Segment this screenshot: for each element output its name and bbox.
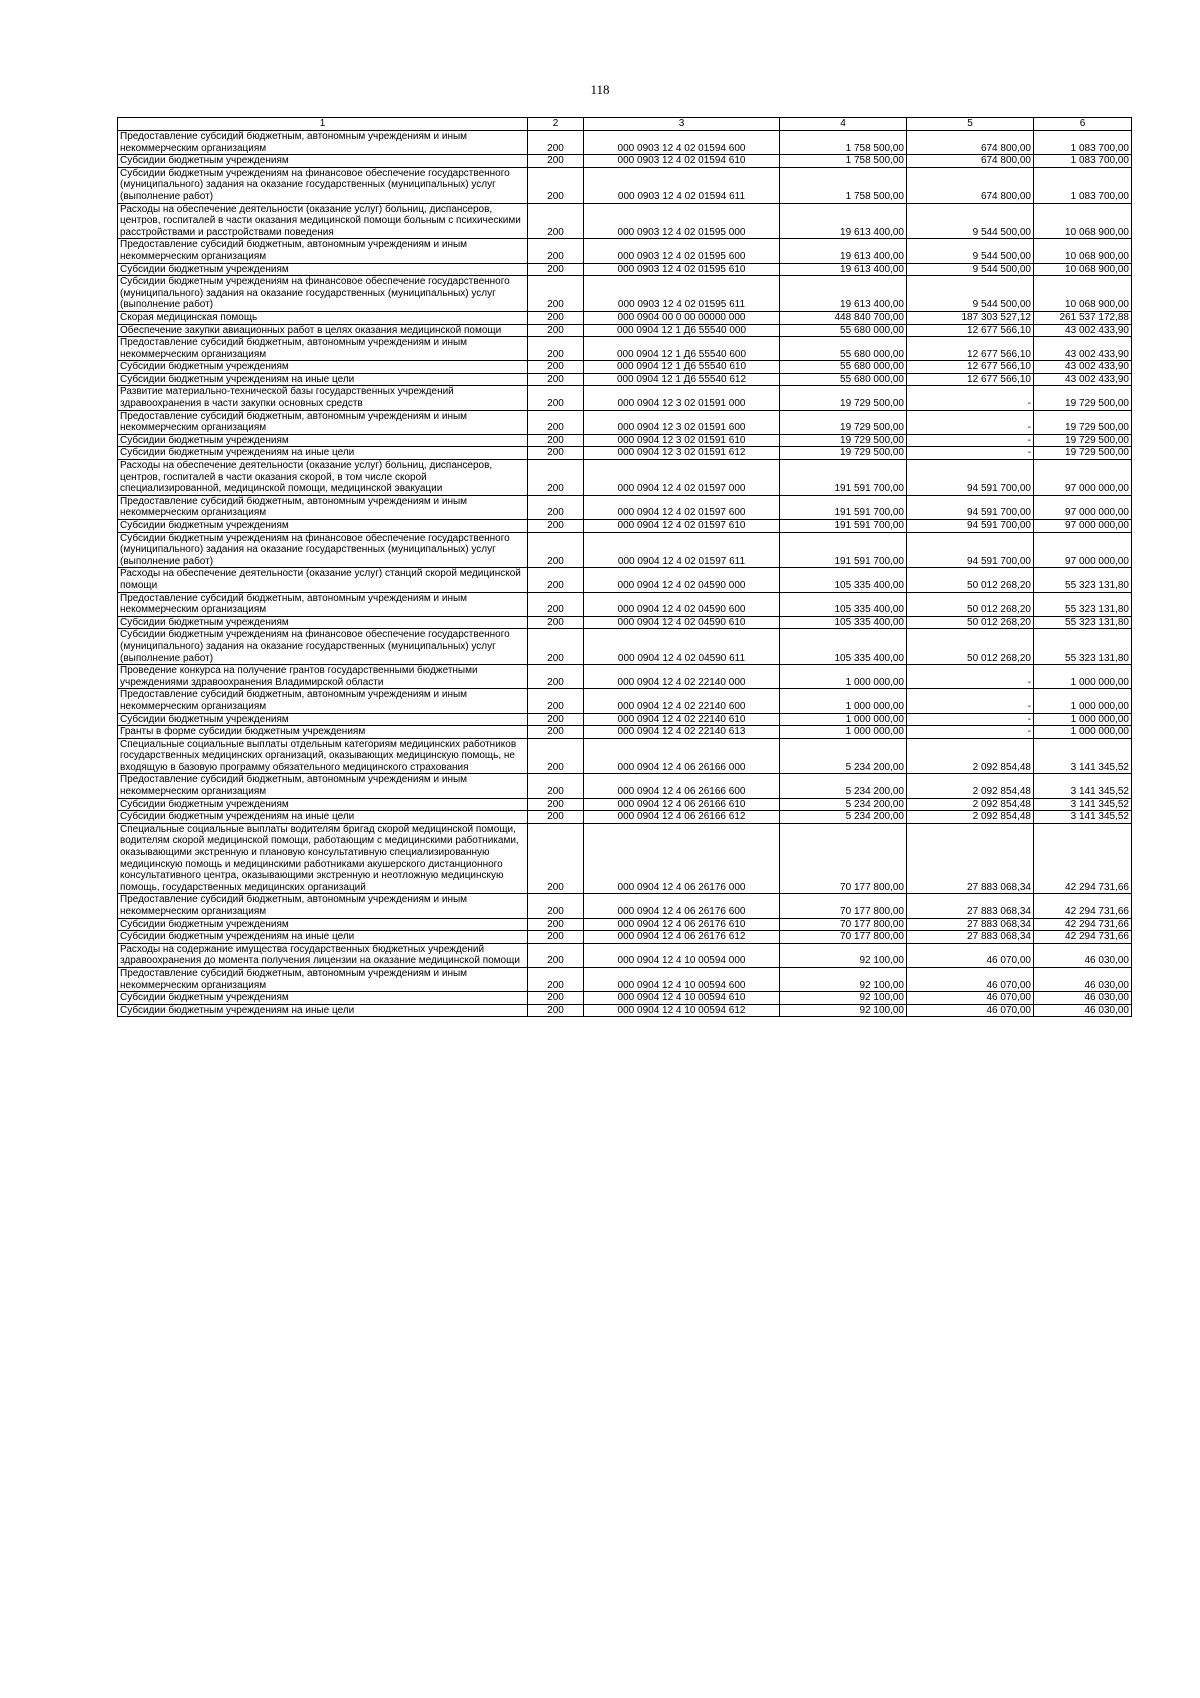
cell-name: Предоставление субсидий бюджетным, автономным учреждениям и иным некоммерческим организациям: [118, 774, 528, 798]
cell-name: Субсидии бюджетным учреждениям на финансовое обеспечение государственного (муниципального) задания на оказание государственных (муниципальных) услуг (выполнение работ): [118, 167, 528, 203]
cell-name: Субсидии бюджетным учреждениям: [118, 918, 528, 931]
cell-amount-plan: 1 758 500,00: [780, 155, 907, 168]
cell-amount-executed: 187 303 527,12: [907, 311, 1034, 324]
table-row: [118, 324, 1132, 337]
cell-amount-executed: 27 883 068,34: [907, 931, 1034, 944]
cell-amount-plan: 55 680 000,00: [780, 373, 907, 386]
cell-amount-plan: 19 613 400,00: [780, 239, 907, 263]
cell-amount-plan: 191 591 700,00: [780, 520, 907, 533]
cell-amount-executed: 94 591 700,00: [907, 460, 1034, 496]
cell-name: Предоставление субсидий бюджетным, автономным учреждениям и иным некоммерческим организациям: [118, 410, 528, 434]
cell-amount-plan: 19 729 500,00: [780, 434, 907, 447]
cell-amount-plan: 55 680 000,00: [780, 324, 907, 337]
cell-classification-code: 000 0904 12 4 06 26176 600: [584, 894, 780, 918]
cell-name: Предоставление субсидий бюджетным, автономным учреждениям и иным некоммерческим организациям: [118, 337, 528, 361]
cell-department-code: 200: [528, 239, 584, 263]
cell-classification-code: 000 0904 12 4 06 26166 000: [584, 738, 780, 774]
cell-amount-plan: 70 177 800,00: [780, 894, 907, 918]
cell-department-code: 200: [528, 337, 584, 361]
cell-amount-remaining: 97 000 000,00: [1034, 520, 1132, 533]
cell-amount-remaining: 43 002 433,90: [1034, 337, 1132, 361]
cell-amount-plan: 19 729 500,00: [780, 386, 907, 410]
cell-classification-code: 000 0904 12 3 02 01591 600: [584, 410, 780, 434]
cell-amount-remaining: 1 000 000,00: [1034, 665, 1132, 689]
cell-amount-remaining: 97 000 000,00: [1034, 460, 1132, 496]
cell-amount-remaining: 1 083 700,00: [1034, 167, 1132, 203]
cell-amount-remaining: 19 729 500,00: [1034, 410, 1132, 434]
cell-name: Субсидии бюджетным учреждениям: [118, 263, 528, 276]
cell-amount-remaining: 10 068 900,00: [1034, 263, 1132, 276]
cell-department-code: 200: [528, 689, 584, 713]
cell-amount-plan: 1 000 000,00: [780, 713, 907, 726]
cell-amount-plan: 92 100,00: [780, 1004, 907, 1017]
cell-amount-executed: 674 800,00: [907, 155, 1034, 168]
cell-amount-plan: 55 680 000,00: [780, 337, 907, 361]
cell-amount-executed: 9 544 500,00: [907, 263, 1034, 276]
cell-amount-plan: 105 335 400,00: [780, 568, 907, 592]
cell-department-code: 200: [528, 713, 584, 726]
cell-department-code: 200: [528, 167, 584, 203]
cell-amount-executed: 12 677 566,10: [907, 337, 1034, 361]
cell-classification-code: 000 0903 12 4 02 01595 611: [584, 276, 780, 312]
cell-classification-code: 000 0904 12 4 06 26176 612: [584, 931, 780, 944]
cell-amount-remaining: 42 294 731,66: [1034, 823, 1132, 894]
cell-amount-remaining: 42 294 731,66: [1034, 894, 1132, 918]
cell-amount-plan: 5 234 200,00: [780, 774, 907, 798]
cell-department-code: 200: [528, 823, 584, 894]
table-row: [118, 520, 1132, 533]
cell-amount-plan: 19 613 400,00: [780, 263, 907, 276]
cell-amount-plan: 5 234 200,00: [780, 738, 907, 774]
cell-amount-executed: 674 800,00: [907, 131, 1034, 155]
cell-classification-code: 000 0904 12 3 02 01591 612: [584, 447, 780, 460]
column-header-6: 6: [1034, 118, 1132, 131]
cell-amount-executed: 94 591 700,00: [907, 520, 1034, 533]
cell-department-code: 200: [528, 386, 584, 410]
cell-department-code: 200: [528, 665, 584, 689]
table-row: [118, 568, 1132, 592]
cell-amount-plan: 1 758 500,00: [780, 167, 907, 203]
cell-amount-plan: 191 591 700,00: [780, 460, 907, 496]
column-header-4: 4: [780, 118, 907, 131]
table-row: [118, 337, 1132, 361]
cell-department-code: 200: [528, 774, 584, 798]
cell-name: Субсидии бюджетным учреждениям: [118, 155, 528, 168]
cell-amount-executed: 50 012 268,20: [907, 629, 1034, 665]
cell-name: Предоставление субсидий бюджетным, автономным учреждениям и иным некоммерческим организациям: [118, 131, 528, 155]
cell-classification-code: 000 0904 12 4 10 00594 610: [584, 992, 780, 1005]
cell-amount-remaining: 3 141 345,52: [1034, 774, 1132, 798]
cell-department-code: 200: [528, 373, 584, 386]
cell-name: Обеспечение закупки авиационных работ в целях оказания медицинской помощи: [118, 324, 528, 337]
table-row: [118, 131, 1132, 155]
cell-classification-code: 000 0904 12 4 02 22140 000: [584, 665, 780, 689]
cell-name: Субсидии бюджетным учреждениям на иные цели: [118, 1004, 528, 1017]
cell-department-code: 200: [528, 361, 584, 374]
cell-amount-plan: 70 177 800,00: [780, 931, 907, 944]
cell-name: Развитие материально-технической базы государственных учреждений здравоохранения в части закупки основных средств: [118, 386, 528, 410]
table-body: [118, 131, 1132, 1017]
cell-classification-code: 000 0904 12 4 06 26176 610: [584, 918, 780, 931]
cell-name: Субсидии бюджетным учреждениям на финансовое обеспечение государственного (муниципального) задания на оказание государственных (муниципальных) услуг (выполнение работ): [118, 629, 528, 665]
cell-amount-executed: 9 544 500,00: [907, 203, 1034, 239]
cell-name: Предоставление субсидий бюджетным, автономным учреждениям и иным некоммерческим организациям: [118, 592, 528, 616]
table-row: [118, 410, 1132, 434]
cell-name: Субсидии бюджетным учреждениям на иные цели: [118, 931, 528, 944]
cell-amount-remaining: 46 030,00: [1034, 967, 1132, 991]
cell-amount-plan: 1 000 000,00: [780, 665, 907, 689]
cell-amount-plan: 19 729 500,00: [780, 410, 907, 434]
cell-department-code: 200: [528, 263, 584, 276]
cell-department-code: 200: [528, 155, 584, 168]
cell-department-code: 200: [528, 943, 584, 967]
cell-classification-code: 000 0904 12 4 02 04590 611: [584, 629, 780, 665]
cell-amount-executed: 12 677 566,10: [907, 373, 1034, 386]
cell-name: Предоставление субсидий бюджетным, автономным учреждениям и иным некоммерческим организациям: [118, 967, 528, 991]
cell-department-code: 200: [528, 495, 584, 519]
cell-department-code: 200: [528, 568, 584, 592]
cell-amount-remaining: 43 002 433,90: [1034, 373, 1132, 386]
cell-amount-executed: 2 092 854,48: [907, 798, 1034, 811]
cell-department-code: 200: [528, 131, 584, 155]
cell-amount-executed: 2 092 854,48: [907, 811, 1034, 824]
cell-amount-remaining: 19 729 500,00: [1034, 447, 1132, 460]
cell-amount-executed: 94 591 700,00: [907, 532, 1034, 568]
cell-name: Предоставление субсидий бюджетным, автономным учреждениям и иным некоммерческим организациям: [118, 495, 528, 519]
cell-name: Субсидии бюджетным учреждениям на иные цели: [118, 811, 528, 824]
column-header-2: 2: [528, 118, 584, 131]
cell-amount-remaining: 1 000 000,00: [1034, 689, 1132, 713]
cell-amount-remaining: 3 141 345,52: [1034, 798, 1132, 811]
cell-name: Проведение конкурса на получение грантов государственными бюджетными учреждениями здравоохранения Владимирской области: [118, 665, 528, 689]
cell-department-code: 200: [528, 410, 584, 434]
cell-amount-remaining: 46 030,00: [1034, 992, 1132, 1005]
cell-amount-plan: 191 591 700,00: [780, 495, 907, 519]
cell-amount-remaining: 1 000 000,00: [1034, 713, 1132, 726]
table-row: [118, 167, 1132, 203]
cell-department-code: 200: [528, 798, 584, 811]
cell-classification-code: 000 0904 12 4 10 00594 600: [584, 967, 780, 991]
cell-classification-code: 000 0904 12 4 02 22140 600: [584, 689, 780, 713]
cell-classification-code: 000 0903 12 4 02 01594 610: [584, 155, 780, 168]
cell-name: Расходы на содержание имущества государственных бюджетных учреждений здравоохранения до момента получения лицензии на оказание медицинской помощи: [118, 943, 528, 967]
cell-amount-remaining: 43 002 433,90: [1034, 324, 1132, 337]
cell-classification-code: 000 0904 12 4 02 22140 610: [584, 713, 780, 726]
table-row: [118, 967, 1132, 991]
cell-department-code: 200: [528, 1004, 584, 1017]
budget-table: [117, 117, 1132, 1017]
table-row: [118, 239, 1132, 263]
cell-department-code: 200: [528, 434, 584, 447]
cell-name: Субсидии бюджетным учреждениям: [118, 616, 528, 629]
cell-amount-plan: 92 100,00: [780, 943, 907, 967]
cell-amount-plan: 1 758 500,00: [780, 131, 907, 155]
cell-amount-remaining: 10 068 900,00: [1034, 276, 1132, 312]
cell-amount-plan: 448 840 700,00: [780, 311, 907, 324]
cell-department-code: 200: [528, 276, 584, 312]
header-row: [118, 118, 1132, 131]
cell-name: Субсидии бюджетным учреждениям на иные цели: [118, 373, 528, 386]
cell-amount-executed: -: [907, 386, 1034, 410]
cell-name: Специальные социальные выплаты водителям бригад скорой медицинской помощи, водителям скорой медицинской помощи, работающим с медицинскими работниками, оказывающими экстренную и плановую консультативную специализированную медицинскую помощь и медицинскими работниками акушерского дистанционного консультативного центра, оказывающими экстренную и неотложную медицинскую помощь, государственных медицинских организаций: [118, 823, 528, 894]
table-row: [118, 495, 1132, 519]
cell-department-code: 200: [528, 324, 584, 337]
cell-classification-code: 000 0904 12 4 02 01597 000: [584, 460, 780, 496]
table-row: [118, 798, 1132, 811]
table-row: [118, 311, 1132, 324]
cell-classification-code: 000 0903 12 4 02 01595 600: [584, 239, 780, 263]
cell-name: Субсидии бюджетным учреждениям: [118, 713, 528, 726]
table-row: [118, 203, 1132, 239]
cell-classification-code: 000 0904 12 1 Д6 55540 000: [584, 324, 780, 337]
cell-amount-plan: 1 000 000,00: [780, 689, 907, 713]
cell-name: Субсидии бюджетным учреждениям: [118, 520, 528, 533]
cell-classification-code: 000 0904 12 4 02 01597 611: [584, 532, 780, 568]
cell-amount-plan: 105 335 400,00: [780, 616, 907, 629]
table-row: [118, 276, 1132, 312]
cell-name: Скорая медицинская помощь: [118, 311, 528, 324]
cell-classification-code: 000 0904 12 4 06 26166 610: [584, 798, 780, 811]
cell-classification-code: 000 0904 12 4 02 04590 610: [584, 616, 780, 629]
cell-amount-remaining: 55 323 131,80: [1034, 592, 1132, 616]
cell-amount-remaining: 10 068 900,00: [1034, 203, 1132, 239]
table-row: [118, 738, 1132, 774]
table-row: [118, 774, 1132, 798]
cell-amount-remaining: 97 000 000,00: [1034, 532, 1132, 568]
table-row: [118, 155, 1132, 168]
cell-amount-executed: 46 070,00: [907, 943, 1034, 967]
table-row: [118, 592, 1132, 616]
cell-amount-plan: 19 729 500,00: [780, 447, 907, 460]
cell-amount-executed: 50 012 268,20: [907, 568, 1034, 592]
cell-department-code: 200: [528, 931, 584, 944]
cell-amount-remaining: 3 141 345,52: [1034, 811, 1132, 824]
cell-amount-executed: -: [907, 689, 1034, 713]
cell-classification-code: 000 0904 12 4 10 00594 000: [584, 943, 780, 967]
table-row: [118, 918, 1132, 931]
cell-classification-code: 000 0903 12 4 02 01594 600: [584, 131, 780, 155]
cell-classification-code: 000 0904 12 4 02 01597 600: [584, 495, 780, 519]
cell-amount-plan: 92 100,00: [780, 967, 907, 991]
page-number: 118: [590, 82, 610, 97]
cell-amount-executed: 2 092 854,48: [907, 774, 1034, 798]
cell-amount-plan: 55 680 000,00: [780, 361, 907, 374]
cell-amount-remaining: 10 068 900,00: [1034, 239, 1132, 263]
cell-name: Субсидии бюджетным учреждениям: [118, 798, 528, 811]
cell-amount-executed: 46 070,00: [907, 967, 1034, 991]
cell-amount-plan: 1 000 000,00: [780, 726, 907, 739]
cell-classification-code: 000 0904 12 3 02 01591 610: [584, 434, 780, 447]
cell-department-code: 200: [528, 811, 584, 824]
cell-department-code: 200: [528, 629, 584, 665]
column-header-5: 5: [907, 118, 1034, 131]
cell-name: Предоставление субсидий бюджетным, автономным учреждениям и иным некоммерческим организациям: [118, 894, 528, 918]
cell-classification-code: 000 0904 12 4 10 00594 612: [584, 1004, 780, 1017]
cell-department-code: 200: [528, 460, 584, 496]
cell-classification-code: 000 0904 12 4 06 26166 600: [584, 774, 780, 798]
cell-name: Субсидии бюджетным учреждениям: [118, 361, 528, 374]
cell-classification-code: 000 0904 12 4 02 04590 600: [584, 592, 780, 616]
cell-amount-plan: 105 335 400,00: [780, 629, 907, 665]
cell-classification-code: 000 0904 00 0 00 00000 000: [584, 311, 780, 324]
cell-amount-remaining: 19 729 500,00: [1034, 386, 1132, 410]
cell-name: Субсидии бюджетным учреждениям: [118, 434, 528, 447]
cell-amount-remaining: 55 323 131,80: [1034, 616, 1132, 629]
cell-amount-remaining: 97 000 000,00: [1034, 495, 1132, 519]
cell-name: Расходы на обеспечение деятельности (оказание услуг) станций скорой медицинской помощи: [118, 568, 528, 592]
cell-amount-remaining: 19 729 500,00: [1034, 434, 1132, 447]
cell-amount-executed: 9 544 500,00: [907, 276, 1034, 312]
cell-classification-code: 000 0904 12 4 06 26176 000: [584, 823, 780, 894]
cell-amount-plan: 70 177 800,00: [780, 823, 907, 894]
table-row: [118, 532, 1132, 568]
table-row: [118, 689, 1132, 713]
cell-name: Гранты в форме субсидии бюджетным учреждениям: [118, 726, 528, 739]
cell-amount-executed: 2 092 854,48: [907, 738, 1034, 774]
cell-amount-executed: 50 012 268,20: [907, 592, 1034, 616]
table-row: [118, 665, 1132, 689]
cell-department-code: 200: [528, 918, 584, 931]
cell-department-code: 200: [528, 520, 584, 533]
cell-amount-remaining: 55 323 131,80: [1034, 568, 1132, 592]
cell-amount-remaining: 261 537 172,88: [1034, 311, 1132, 324]
cell-classification-code: 000 0904 12 1 Д6 55540 600: [584, 337, 780, 361]
cell-amount-remaining: 55 323 131,80: [1034, 629, 1132, 665]
table-row: [118, 629, 1132, 665]
cell-name: Предоставление субсидий бюджетным, автономным учреждениям и иным некоммерческим организациям: [118, 689, 528, 713]
cell-amount-executed: 27 883 068,34: [907, 894, 1034, 918]
cell-department-code: 200: [528, 726, 584, 739]
cell-classification-code: 000 0904 12 4 02 04590 000: [584, 568, 780, 592]
table-row: [118, 373, 1132, 386]
cell-classification-code: 000 0904 12 4 02 22140 613: [584, 726, 780, 739]
table-row: [118, 263, 1132, 276]
cell-amount-executed: -: [907, 447, 1034, 460]
cell-amount-plan: 92 100,00: [780, 992, 907, 1005]
table-row: [118, 992, 1132, 1005]
cell-amount-executed: -: [907, 665, 1034, 689]
cell-classification-code: 000 0904 12 1 Д6 55540 610: [584, 361, 780, 374]
cell-amount-executed: 46 070,00: [907, 992, 1034, 1005]
cell-classification-code: 000 0903 12 4 02 01594 611: [584, 167, 780, 203]
cell-amount-plan: 19 613 400,00: [780, 203, 907, 239]
table-row: [118, 361, 1132, 374]
cell-department-code: 200: [528, 203, 584, 239]
table-row: [118, 823, 1132, 894]
table-row: [118, 434, 1132, 447]
table-row: [118, 447, 1132, 460]
cell-amount-plan: 70 177 800,00: [780, 918, 907, 931]
cell-amount-executed: 12 677 566,10: [907, 324, 1034, 337]
cell-department-code: 200: [528, 311, 584, 324]
cell-department-code: 200: [528, 967, 584, 991]
cell-amount-remaining: 46 030,00: [1034, 943, 1132, 967]
cell-amount-remaining: 46 030,00: [1034, 1004, 1132, 1017]
cell-name: Расходы на обеспечение деятельности (оказание услуг) больниц, диспансеров, центров, госпиталей в части оказания медицинской помощи больным с психическими расстройствами и расстройствами поведения: [118, 203, 528, 239]
cell-amount-executed: 27 883 068,34: [907, 823, 1034, 894]
table-row: [118, 616, 1132, 629]
cell-department-code: 200: [528, 738, 584, 774]
cell-name: Субсидии бюджетным учреждениям на финансовое обеспечение государственного (муниципального) задания на оказание государственных (муниципальных) услуг (выполнение работ): [118, 276, 528, 312]
table-row: [118, 1004, 1132, 1017]
cell-department-code: 200: [528, 592, 584, 616]
cell-amount-executed: 46 070,00: [907, 1004, 1034, 1017]
cell-amount-executed: 94 591 700,00: [907, 495, 1034, 519]
cell-amount-plan: 191 591 700,00: [780, 532, 907, 568]
column-header-1: 1: [118, 118, 528, 131]
column-header-3: 3: [584, 118, 780, 131]
cell-name: Субсидии бюджетным учреждениям: [118, 992, 528, 1005]
table-row: [118, 943, 1132, 967]
table-row: [118, 894, 1132, 918]
table-row: [118, 713, 1132, 726]
cell-amount-remaining: 1 083 700,00: [1034, 131, 1132, 155]
cell-amount-executed: -: [907, 713, 1034, 726]
cell-amount-remaining: 42 294 731,66: [1034, 931, 1132, 944]
cell-amount-plan: 105 335 400,00: [780, 592, 907, 616]
table-row: [118, 386, 1132, 410]
cell-classification-code: 000 0904 12 3 02 01591 000: [584, 386, 780, 410]
cell-classification-code: 000 0904 12 4 06 26166 612: [584, 811, 780, 824]
cell-name: Субсидии бюджетным учреждениям на иные цели: [118, 447, 528, 460]
cell-amount-remaining: 1 000 000,00: [1034, 726, 1132, 739]
cell-name: Расходы на обеспечение деятельности (оказание услуг) больниц, диспансеров, центров, госпиталей в части оказания скорой, в том числе скорой специализированной, медицинской помощи, медицинской эвакуации: [118, 460, 528, 496]
cell-classification-code: 000 0903 12 4 02 01595 610: [584, 263, 780, 276]
cell-department-code: 200: [528, 894, 584, 918]
cell-department-code: 200: [528, 616, 584, 629]
table-row: [118, 931, 1132, 944]
cell-name: Субсидии бюджетным учреждениям на финансовое обеспечение государственного (муниципального) задания на оказание государственных (муниципальных) услуг (выполнение работ): [118, 532, 528, 568]
cell-classification-code: 000 0903 12 4 02 01595 000: [584, 203, 780, 239]
table-row: [118, 726, 1132, 739]
cell-amount-plan: 5 234 200,00: [780, 798, 907, 811]
cell-amount-executed: 27 883 068,34: [907, 918, 1034, 931]
table-row: [118, 811, 1132, 824]
table-row: [118, 460, 1132, 496]
cell-amount-executed: 674 800,00: [907, 167, 1034, 203]
cell-amount-plan: 5 234 200,00: [780, 811, 907, 824]
cell-amount-remaining: 3 141 345,52: [1034, 738, 1132, 774]
cell-amount-executed: -: [907, 410, 1034, 434]
cell-department-code: 200: [528, 992, 584, 1005]
cell-amount-executed: 9 544 500,00: [907, 239, 1034, 263]
cell-amount-plan: 19 613 400,00: [780, 276, 907, 312]
cell-amount-executed: 12 677 566,10: [907, 361, 1034, 374]
cell-name: Предоставление субсидий бюджетным, автономным учреждениям и иным некоммерческим организациям: [118, 239, 528, 263]
cell-amount-remaining: 42 294 731,66: [1034, 918, 1132, 931]
cell-classification-code: 000 0904 12 4 02 01597 610: [584, 520, 780, 533]
cell-amount-executed: 50 012 268,20: [907, 616, 1034, 629]
cell-classification-code: 000 0904 12 1 Д6 55540 612: [584, 373, 780, 386]
cell-amount-remaining: 43 002 433,90: [1034, 361, 1132, 374]
cell-amount-remaining: 1 083 700,00: [1034, 155, 1132, 168]
cell-department-code: 200: [528, 532, 584, 568]
cell-amount-executed: -: [907, 726, 1034, 739]
cell-amount-executed: -: [907, 434, 1034, 447]
cell-name: Специальные социальные выплаты отдельным категориям медицинских работников государственных медицинских организаций, оказывающих медицинскую помощь, не входящую в базовую программу обязательного медицинского страхования: [118, 738, 528, 774]
cell-department-code: 200: [528, 447, 584, 460]
